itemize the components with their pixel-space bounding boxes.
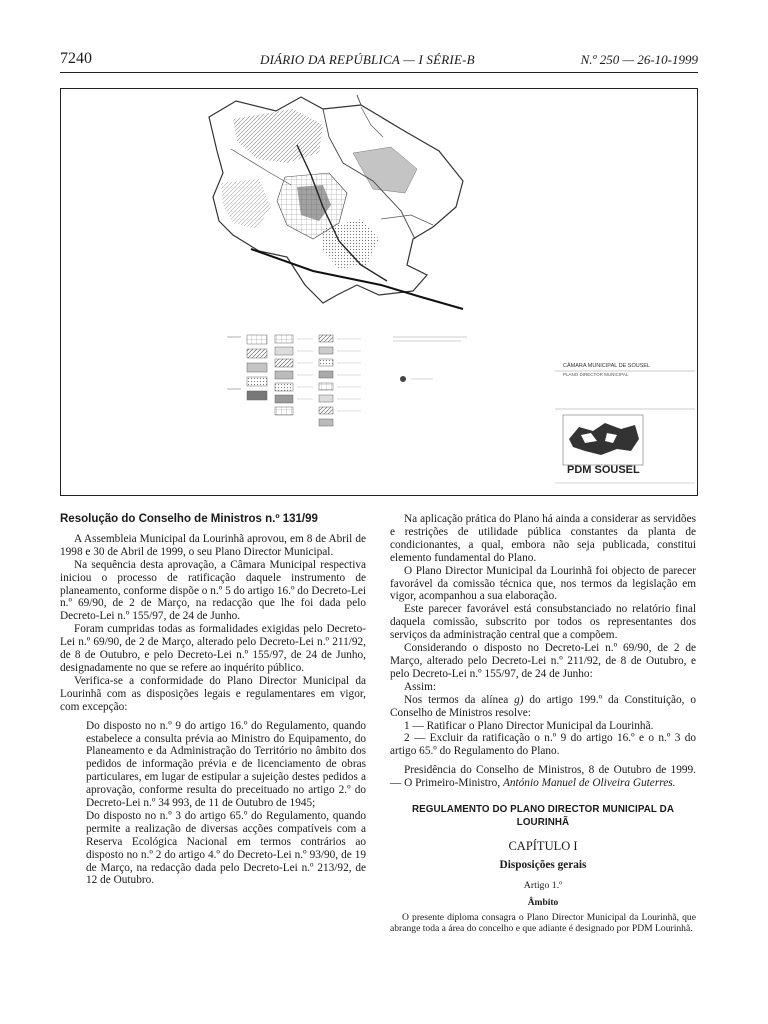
chapter-title: Disposições gerais <box>499 858 587 871</box>
paragraph: Na sequência desta aprovação, a Câmara Municipal respectiva iniciou o processo de ratificação daquele instrumento de planeamento, conforme dispõe o n.º 5 do artigo 16.º do Decreto-Lei n.º 69/90, de 2 de Março, na redacção que lhe foi dada pelo Decreto-Lei n.º 155/97, de 24 de Junho. <box>60 558 366 623</box>
map-drawing <box>61 89 696 494</box>
map-legend <box>227 335 467 426</box>
resolution-title: Resolução do Conselho de Ministros n.º 131/99 <box>60 513 318 525</box>
signature-paragraph: Presidência do Conselho de Ministros, 8 de Outubro de 1999. — O Primeiro-Ministro, António Manuel de Oliveira Guterres. <box>390 764 696 790</box>
left-column <box>60 513 366 887</box>
paragraph: 1 — Ratificar o Plano Director Municipal da Lourinhã. <box>404 719 654 732</box>
plan-subtitle: PLANO DIRECTOR MUNICIPAL <box>563 372 629 377</box>
article-text: O presente diploma consagra o Plano Director Municipal da Lourinhã, que abrange toda a área do concelho e que adiante é designado por PDM Lourinhã. <box>390 912 696 935</box>
regulation-title: REGULAMENTO DO PLANO DIRECTOR MUNICIPAL DA LOURINHÃ <box>411 804 674 828</box>
paragraph: Verifica-se a conformidade do Plano Director Municipal da Lourinhã com as disposições legais e regulamentares em vigor, com excepção: <box>60 674 366 713</box>
road-north <box>357 95 361 105</box>
page-number: 7240 <box>60 50 92 67</box>
journal-title: DIÁRIO DA REPÚBLICA — I SÉRIE-B <box>260 52 475 67</box>
exception-item: Do disposto no n.º 3 do artigo 65.º do Regulamento, quando permite a realização de diversas acções compatíveis com a Reserva Ecológica Nacional em termos contrários ao disposto no n.º 2 do artigo 4.º do Decreto-Lei n.º 93/90, de 19 de Março, na redacção dada pelo Decreto-Lei n.º 213/92, de 12 de Outubro. <box>86 809 366 887</box>
article-number: Artigo 1.º <box>523 879 563 891</box>
paragraph: Nos termos da alínea g) do artigo 199.º da Constituição, o Conselho de Ministros resolve: <box>390 693 696 719</box>
municipal-plan-map <box>60 88 698 496</box>
chapter-number: CAPÍTULO I <box>508 838 578 853</box>
article-title: Âmbito <box>527 897 559 908</box>
title-block <box>555 362 695 483</box>
paragraph: Assim: <box>404 680 437 693</box>
right-column <box>390 513 696 935</box>
paragraph: Considerando o disposto no Decreto-Lei n.º 69/90, de 2 de Março, alterado pelo Decreto-Lei n.º 211/92, de 8 de Outubro, e pelo Decreto-Lei n.º 155/97, de 24 de Junho: <box>390 642 696 680</box>
pdm-label: PDM SOUSEL <box>567 464 640 476</box>
council-name: CÂMARA MUNICIPAL DE SOUSEL <box>563 363 651 369</box>
exception-item: Do disposto no n.º 9 do artigo 16.º do Regulamento, quando estabelece a consulta prévia ao Ministro do Equipamento, do Planeamento e da Administração do Território no âmbito dos pedidos de informação prévia e de licenciamento de obras particulares, em lugar de estipular a sujeição destes pedidos a aprovação, conforme resulta do preceituado no artigo 2.º do Decreto-Lei n.º 34 993, de 11 de Outubro de 1945; <box>86 719 366 810</box>
zone-grey-east <box>353 147 417 193</box>
paragraph: O Plano Director Municipal da Lourinhã foi objecto de parecer favorável da comissão técnica que, nos termos da legislação em vigor, acompanhou a sua elaboração. <box>390 564 696 603</box>
paragraph: Foram cumpridas todas as formalidades exigidas pelo Decreto-Lei n.º 69/90, de 2 de Março, alterado pelo Decreto-Lei n.º 211/92, de 8 de Outubro, e pelo Decreto-Lei n.º 155/97, de 24 de Junho, designadamente no que se refere ao inquérito público. <box>60 623 366 674</box>
paragraph: A Assembleia Municipal da Lourinhã aprovou, em 8 de Abril de 1998 e 30 de Abril de 1999, o seu Plano Director Municipal. <box>60 532 366 558</box>
issue-date: N.º 250 — 26-10-1999 <box>580 52 698 67</box>
paragraph: Este parecer favorável está consubstanciado no relatório final daquela comissão, subscrito por todos os representantes dos serviços da administração central que a compõem. <box>390 603 696 642</box>
paragraph: 2 — Excluir da ratificação o n.º 9 do artigo 16.º e o n.º 3 do artigo 65.º do Regulamento do Plano. <box>390 732 696 758</box>
page-header <box>60 50 698 73</box>
zone-hatched-north <box>233 109 323 163</box>
zone-hatched-west <box>221 179 271 229</box>
paragraph: Na aplicação prática do Plano há ainda a considerar as servidões e restrições de utilidade pública constantes da planta de condicionantes, a qual, embora não seja publicada, constitui elemento fundamental do Plano. <box>390 513 696 564</box>
